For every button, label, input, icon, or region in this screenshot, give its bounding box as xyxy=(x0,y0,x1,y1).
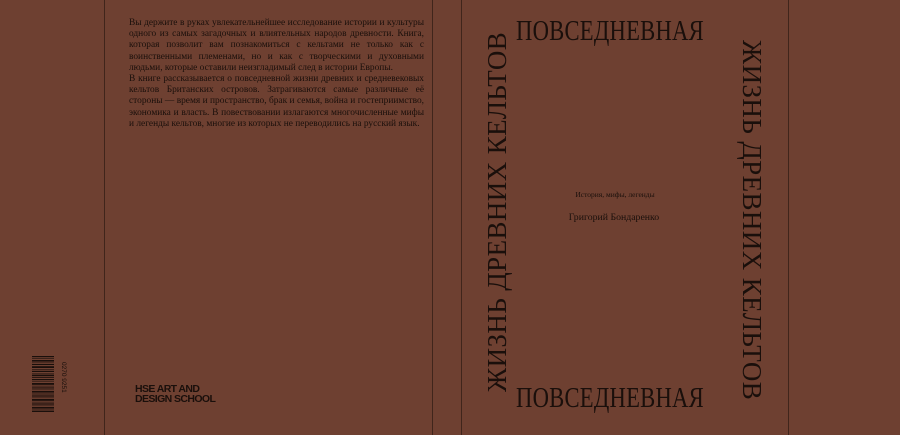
publisher-line-2: DESIGN SCHOOL xyxy=(135,393,216,405)
book-subtitle: История, мифы, легенды xyxy=(575,190,655,199)
front-title-word-top: ПОВСЕДНЕВНАЯ xyxy=(516,15,704,47)
back-cover-annotation xyxy=(129,18,424,130)
front-title-word-bottom: ПОВСЕДНЕВНАЯ xyxy=(516,382,704,414)
front-title-vertical-text: ЖИЗНЬ ДРЕВНИХ КЕЛЬТОВ xyxy=(737,40,767,401)
publisher-logo xyxy=(135,384,215,404)
book-author: Григорий Бондаренко xyxy=(568,212,660,223)
spine-title-text: ЖИЗНЬ ДРЕВНИХ КЕЛЬТОВ xyxy=(482,31,512,392)
annotation-paragraph-1: Вы держите в руках увлекательнейшее исследование истории и культуры одного из самых загадочных и влиятельных народов древности. Книга, которая позволит вам познакомиться с кельтами не только как с воинственными племенами, но и как с творческими и духовными людьми, которые оставили неизгладимый след в истории Европы. xyxy=(129,18,424,73)
isbn-number: 0270 9251 xyxy=(60,362,67,393)
annotation-paragraph-2: В книге рассказывается о повседневной жизни древних и средневековых кельтов Британских островов. Затрагиваются самые различные её стороны — время и пространство, брак и семья, война и гостеприимство, экономика и власть. В повествовании излагаются многочисленные мифы и легенды кельтов, многие из которых не переводились на русский язык. xyxy=(129,74,424,129)
barcode-icon xyxy=(32,356,67,412)
publisher-line-1: HSE ART AND xyxy=(135,383,200,395)
